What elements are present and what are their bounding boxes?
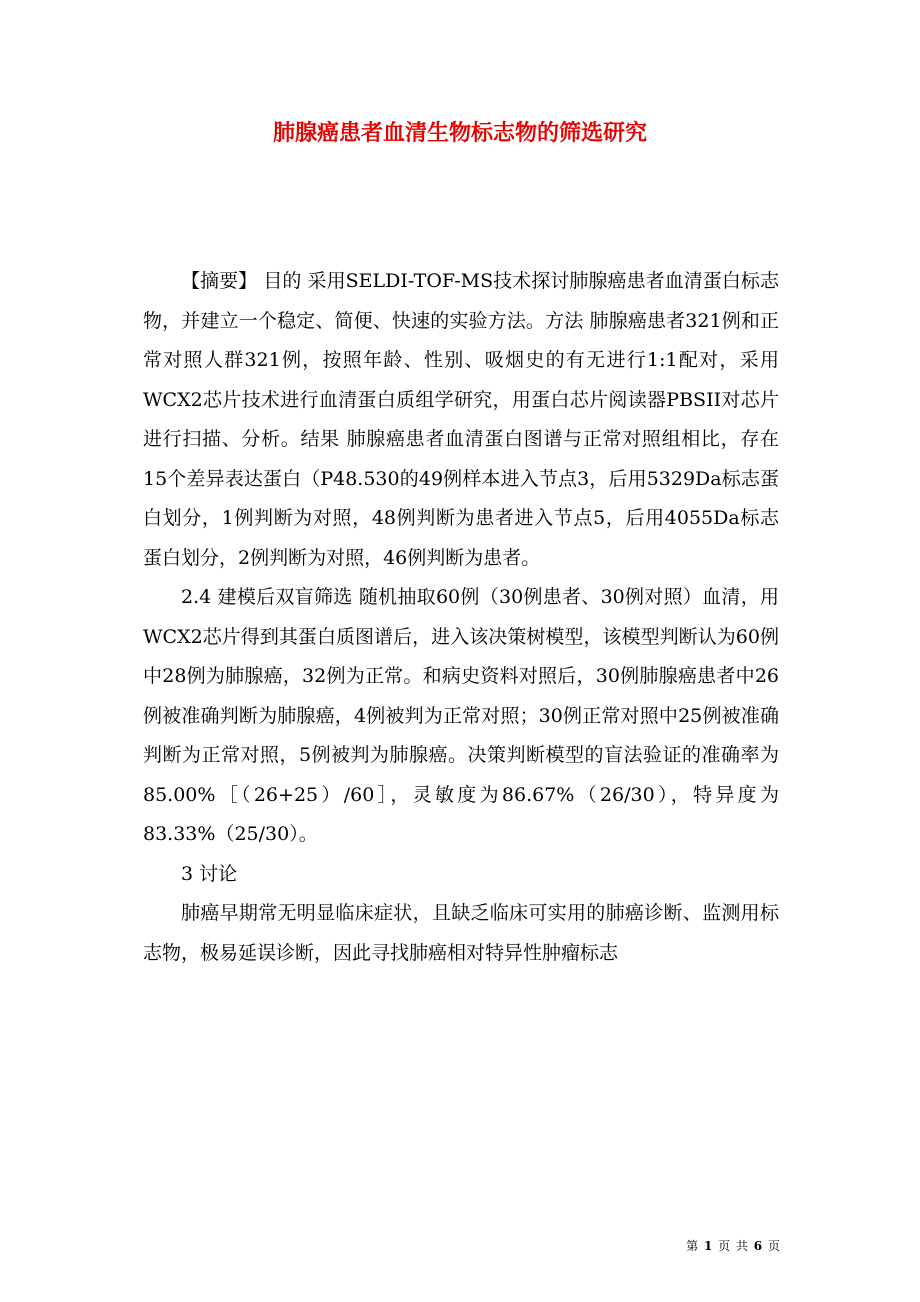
section-heading-discussion: 3 讨论 [181,862,238,885]
footer-middle: 页 共 [718,1239,749,1253]
paragraph-blind-screening: 2.4 建模后双盲筛选 随机抽取60例（30例患者、30例对照）血清，用WCX2芯片得到其蛋白质图谱后，进入该决策树模型，该模型判断认为60例中28例为肺腺癌，32例为正常。和病史资料对照后，30例肺腺癌患者中26例被准确判断为肺腺癌，4例被判为正常对照；30例正常对照中25例被准确判断为正常对照，5例被判为肺腺癌。决策判断模型的盲法验证的准确率为85.00%［（26+25）/60］，灵敏度为86.67%（26/30），特异度为83.33%（25/30）。 [143,586,779,845]
paragraph-discussion: 肺癌早期常无明显临床症状，且缺乏临床可实用的肺癌诊断、监测用标志物，极易延误诊断，因此寻找肺癌相对特异性肿瘤标志 [143,902,779,964]
footer-prefix: 第 [686,1239,700,1253]
footer-suffix: 页 [767,1239,781,1253]
page-footer [686,1238,781,1254]
paragraph-abstract: 【摘要】 目的 采用SELDI-TOF-MS技术探讨肺腺癌患者血清蛋白标志物，并建立一个稳定、简便、快速的实验方法。方法 肺腺癌患者321例和正常对照人群321例，按照年龄、性别、吸烟史的有无进行1:1配对，采用WCX2芯片技术进行血清蛋白质组学研究，用蛋白芯片阅读器PBSII对芯片进行扫描、分析。结果 肺腺癌患者血清蛋白图谱与正常对照组相比，存在15个差异表达蛋白（P48.530的49例样本进入节点3，后用5329Da标志蛋白划分，1例判断为对照，48例判断为患者进入节点5，后用4055Da标志蛋白划分，2例判断为对照，46例判断为患者。 [143,270,779,569]
document-body [143,262,779,973]
footer-current-page: 1 [703,1239,714,1253]
document-title: 肺腺癌患者血清生物标志物的筛选研究 [272,121,647,146]
footer-total-pages: 6 [753,1239,764,1253]
